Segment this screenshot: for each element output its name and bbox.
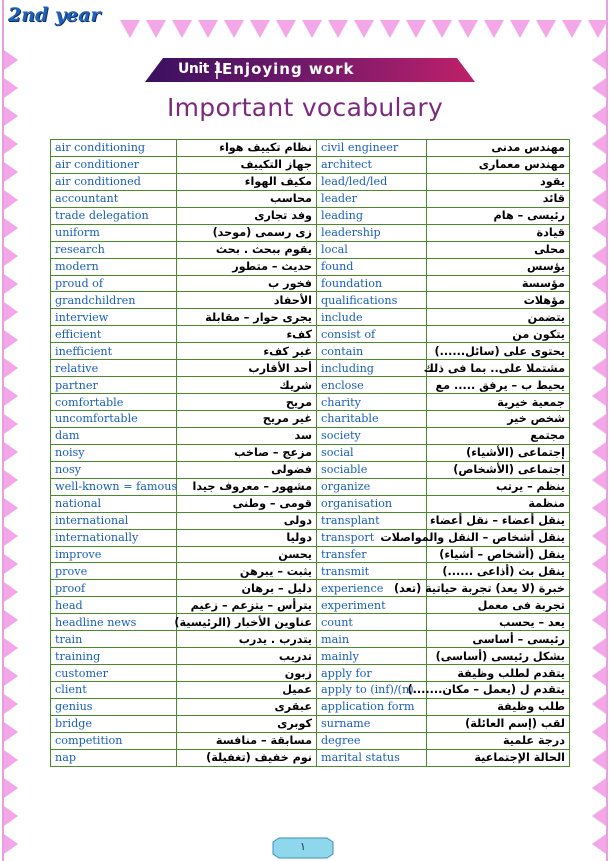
arabic-translation: غير كفء [177, 343, 317, 360]
arabic-translation: طلب وظيفة [427, 698, 570, 715]
english-term: experiment [317, 597, 427, 614]
english-term: count [317, 614, 427, 631]
english-term: architect [317, 156, 427, 173]
arabic-translation: مكيف الهواء [177, 173, 317, 190]
arabic-translation: دوليا [177, 529, 317, 546]
english-term: consist of [317, 326, 427, 343]
arabic-translation: رئيسى – هام [427, 207, 570, 224]
english-term: partner [51, 377, 177, 394]
english-term: including [317, 360, 427, 377]
vocabulary-table [50, 139, 570, 767]
arabic-translation: قائد [427, 190, 570, 207]
english-term: trade delegation [51, 207, 177, 224]
table-row [51, 207, 570, 224]
table-row [51, 427, 570, 444]
arabic-translation: وفد تجارى [177, 207, 317, 224]
arabic-translation: كفء [177, 326, 317, 343]
table-row [51, 563, 570, 580]
english-term: charity [317, 394, 427, 411]
arabic-translation: يجرى حوار – مقابلة [177, 309, 317, 326]
table-row [51, 411, 570, 428]
english-term: sociable [317, 461, 427, 478]
arabic-translation: تجربة فى معمل [427, 597, 570, 614]
arabic-translation: رئيسى – أساسى [427, 631, 570, 648]
table-row [51, 292, 570, 309]
table-row [51, 394, 570, 411]
english-term: apply for [317, 665, 427, 682]
arabic-translation: ينقل أعضاء – نقل أعضاء [427, 512, 570, 529]
year-tag: 2nd year [8, 4, 101, 26]
table-row [51, 698, 570, 715]
arabic-translation: يتقدم لطلب وظيفة [427, 665, 570, 682]
table-row [51, 546, 570, 563]
english-term: surname [317, 715, 427, 732]
english-term: civil engineer [317, 140, 427, 157]
table-row [51, 241, 570, 258]
arabic-translation: يتقدم ل (يعمل – مكان.......) [427, 682, 570, 699]
arabic-translation: الأحفاد [177, 292, 317, 309]
arabic-translation: عبقرى [177, 698, 317, 715]
english-term: head [51, 597, 177, 614]
english-term: leader [317, 190, 427, 207]
arabic-translation: ينقل (أشخاص – أشياء) [427, 546, 570, 563]
arabic-translation: كوبرى [177, 715, 317, 732]
table-row [51, 173, 570, 190]
english-term: internationally [51, 529, 177, 546]
english-term: dam [51, 427, 177, 444]
arabic-translation: خبرة (لا يعد) تجربة حياتية (تعد) [427, 580, 570, 597]
arabic-translation: عناوين الأخبار (الرئيسية) [177, 614, 317, 631]
english-term: enclose [317, 377, 427, 394]
english-term: genius [51, 698, 177, 715]
english-term: international [51, 512, 177, 529]
arabic-translation: جهاز التكييف [177, 156, 317, 173]
arabic-translation: بشكل رئيسى (أساسى) [427, 648, 570, 665]
arabic-translation: قومى – وطنى [177, 495, 317, 512]
table-row [51, 665, 570, 682]
arabic-translation: مشهور – معروف جيدا [177, 478, 317, 495]
arabic-translation: زى رسمى (موحد) [177, 224, 317, 241]
table-row [51, 377, 570, 394]
table-row [51, 309, 570, 326]
arabic-translation: مجتمع [427, 427, 570, 444]
arabic-translation: يتضمن [427, 309, 570, 326]
english-term: competition [51, 732, 177, 749]
english-term: include [317, 309, 427, 326]
arabic-translation: ينقل أشخاص – النقل والمواصلات [427, 529, 570, 546]
table-row [51, 529, 570, 546]
arabic-translation: زبون [177, 665, 317, 682]
english-term: leadership [317, 224, 427, 241]
arabic-translation: نظام تكييف هواء [177, 140, 317, 157]
english-term: charitable [317, 411, 427, 428]
english-term: relative [51, 360, 177, 377]
english-term: accountant [51, 190, 177, 207]
page-title: Important vocabulary [166, 93, 444, 122]
english-term: training [51, 648, 177, 665]
table-row [51, 461, 570, 478]
table-row [51, 580, 570, 597]
english-term: comfortable [51, 394, 177, 411]
english-term: customer [51, 665, 177, 682]
arabic-translation: عميل [177, 682, 317, 699]
unit-title: Enjoying work [222, 60, 355, 78]
table-row [51, 275, 570, 292]
arabic-translation: شخص خير [427, 411, 570, 428]
english-term: nosy [51, 461, 177, 478]
table-row [51, 715, 570, 732]
arabic-translation: مزعج – صاخب [177, 444, 317, 461]
arabic-translation: أحد الأقارب [177, 360, 317, 377]
english-term: headline news [51, 614, 177, 631]
page-number: ١ [300, 840, 306, 853]
table-row [51, 749, 570, 766]
table-row [51, 732, 570, 749]
table-row [51, 631, 570, 648]
table-row [51, 682, 570, 699]
arabic-translation: سد [177, 427, 317, 444]
arabic-translation: فخور ب [177, 275, 317, 292]
english-term: apply to (inf)/(n) [317, 682, 427, 699]
english-term: air conditioned [51, 173, 177, 190]
english-term: uncomfortable [51, 411, 177, 428]
table-row [51, 478, 570, 495]
arabic-translation: يقود [427, 173, 570, 190]
english-term: local [317, 241, 427, 258]
arabic-translation: إجتماعى (الأشخاص) [427, 461, 570, 478]
english-term: efficient [51, 326, 177, 343]
english-term: air conditioner [51, 156, 177, 173]
arabic-translation: دولى [177, 512, 317, 529]
english-term: transmit [317, 563, 427, 580]
english-term: organize [317, 478, 427, 495]
english-term: social [317, 444, 427, 461]
arabic-translation: مؤسسة [427, 275, 570, 292]
right-border-pattern [588, 0, 610, 861]
table-row [51, 190, 570, 207]
english-term: client [51, 682, 177, 699]
english-term: nap [51, 749, 177, 766]
arabic-translation: محلى [427, 241, 570, 258]
english-term: foundation [317, 275, 427, 292]
table-row [51, 444, 570, 461]
english-term: noisy [51, 444, 177, 461]
table-row [51, 597, 570, 614]
table-row [51, 512, 570, 529]
arabic-translation: مؤهلات [427, 292, 570, 309]
english-term: uniform [51, 224, 177, 241]
arabic-translation: مشتملا على.. بما فى ذلك [427, 360, 570, 377]
english-term: experience [317, 580, 427, 597]
table-row [51, 614, 570, 631]
arabic-translation: مهندس مدنى [427, 140, 570, 157]
table-row [51, 326, 570, 343]
english-term: main [317, 631, 427, 648]
arabic-translation: مريح [177, 394, 317, 411]
english-term: mainly [317, 648, 427, 665]
english-term: transfer [317, 546, 427, 563]
unit-label: Unit 1 [178, 61, 223, 77]
english-term: lead/led/led [317, 173, 427, 190]
english-term: leading [317, 207, 427, 224]
english-term: proud of [51, 275, 177, 292]
arabic-translation: يقوم ببحث . بحث [177, 241, 317, 258]
english-term: organisation [317, 495, 427, 512]
english-term: grandchildren [51, 292, 177, 309]
table-row [51, 224, 570, 241]
arabic-translation: جمعية خيرية [427, 394, 570, 411]
table-row [51, 156, 570, 173]
table-row [51, 360, 570, 377]
arabic-translation: يتكون من [427, 326, 570, 343]
arabic-translation: فضولى [177, 461, 317, 478]
arabic-translation: مسابقة – منافسة [177, 732, 317, 749]
english-term: marital status [317, 749, 427, 766]
arabic-translation: يعد – يحسب [427, 614, 570, 631]
english-term: bridge [51, 715, 177, 732]
arabic-translation: يحيط ب – يرفق ..... مع [427, 377, 570, 394]
arabic-translation: درجة علمية [427, 732, 570, 749]
english-term: proof [51, 580, 177, 597]
english-term: well-known = famous [51, 478, 177, 495]
arabic-translation: يترأس – يتزعم – زعيم [177, 597, 317, 614]
english-term: contain [317, 343, 427, 360]
english-term: society [317, 427, 427, 444]
arabic-translation: محاسب [177, 190, 317, 207]
arabic-translation: مهندس معمارى [427, 156, 570, 173]
table-row [51, 140, 570, 157]
arabic-translation: تدريب [177, 648, 317, 665]
arabic-translation: نوم خفيف (تغفيلة) [177, 749, 317, 766]
table-row [51, 343, 570, 360]
english-term: interview [51, 309, 177, 326]
english-term: national [51, 495, 177, 512]
english-term: improve [51, 546, 177, 563]
english-term: modern [51, 258, 177, 275]
arabic-translation: إجتماعى (الأشياء) [427, 444, 570, 461]
arabic-translation: حديث – متطور [177, 258, 317, 275]
english-term: found [317, 258, 427, 275]
arabic-translation: يثبت – يبرهن [177, 563, 317, 580]
table-row [51, 495, 570, 512]
english-term: inefficient [51, 343, 177, 360]
table-row [51, 258, 570, 275]
arabic-translation: ينقل بث (أذاعى ......) [427, 563, 570, 580]
english-term: transplant [317, 512, 427, 529]
arabic-translation: غير مريح [177, 411, 317, 428]
english-term: prove [51, 563, 177, 580]
arabic-translation: لقب (إسم العائلة) [427, 715, 570, 732]
english-term: air conditioning [51, 140, 177, 157]
arabic-translation: الحالة الإجتماعية [427, 749, 570, 766]
arabic-translation: يحسن [177, 546, 317, 563]
arabic-translation: قيادة [427, 224, 570, 241]
arabic-translation: منظمة [427, 495, 570, 512]
left-border-pattern [0, 0, 22, 861]
english-term: application form [317, 698, 427, 715]
arabic-translation: يؤسس [427, 258, 570, 275]
english-term: research [51, 241, 177, 258]
english-term: degree [317, 732, 427, 749]
arabic-translation: دليل – برهان [177, 580, 317, 597]
english-term: train [51, 631, 177, 648]
arabic-translation: يتدرب . يدرب [177, 631, 317, 648]
arabic-translation: ينظم – يرتب [427, 478, 570, 495]
english-term: transport [317, 529, 427, 546]
english-term: qualifications [317, 292, 427, 309]
table-row [51, 648, 570, 665]
arabic-translation: يحتوى على (سائل......) [427, 343, 570, 360]
arabic-translation: شريك [177, 377, 317, 394]
